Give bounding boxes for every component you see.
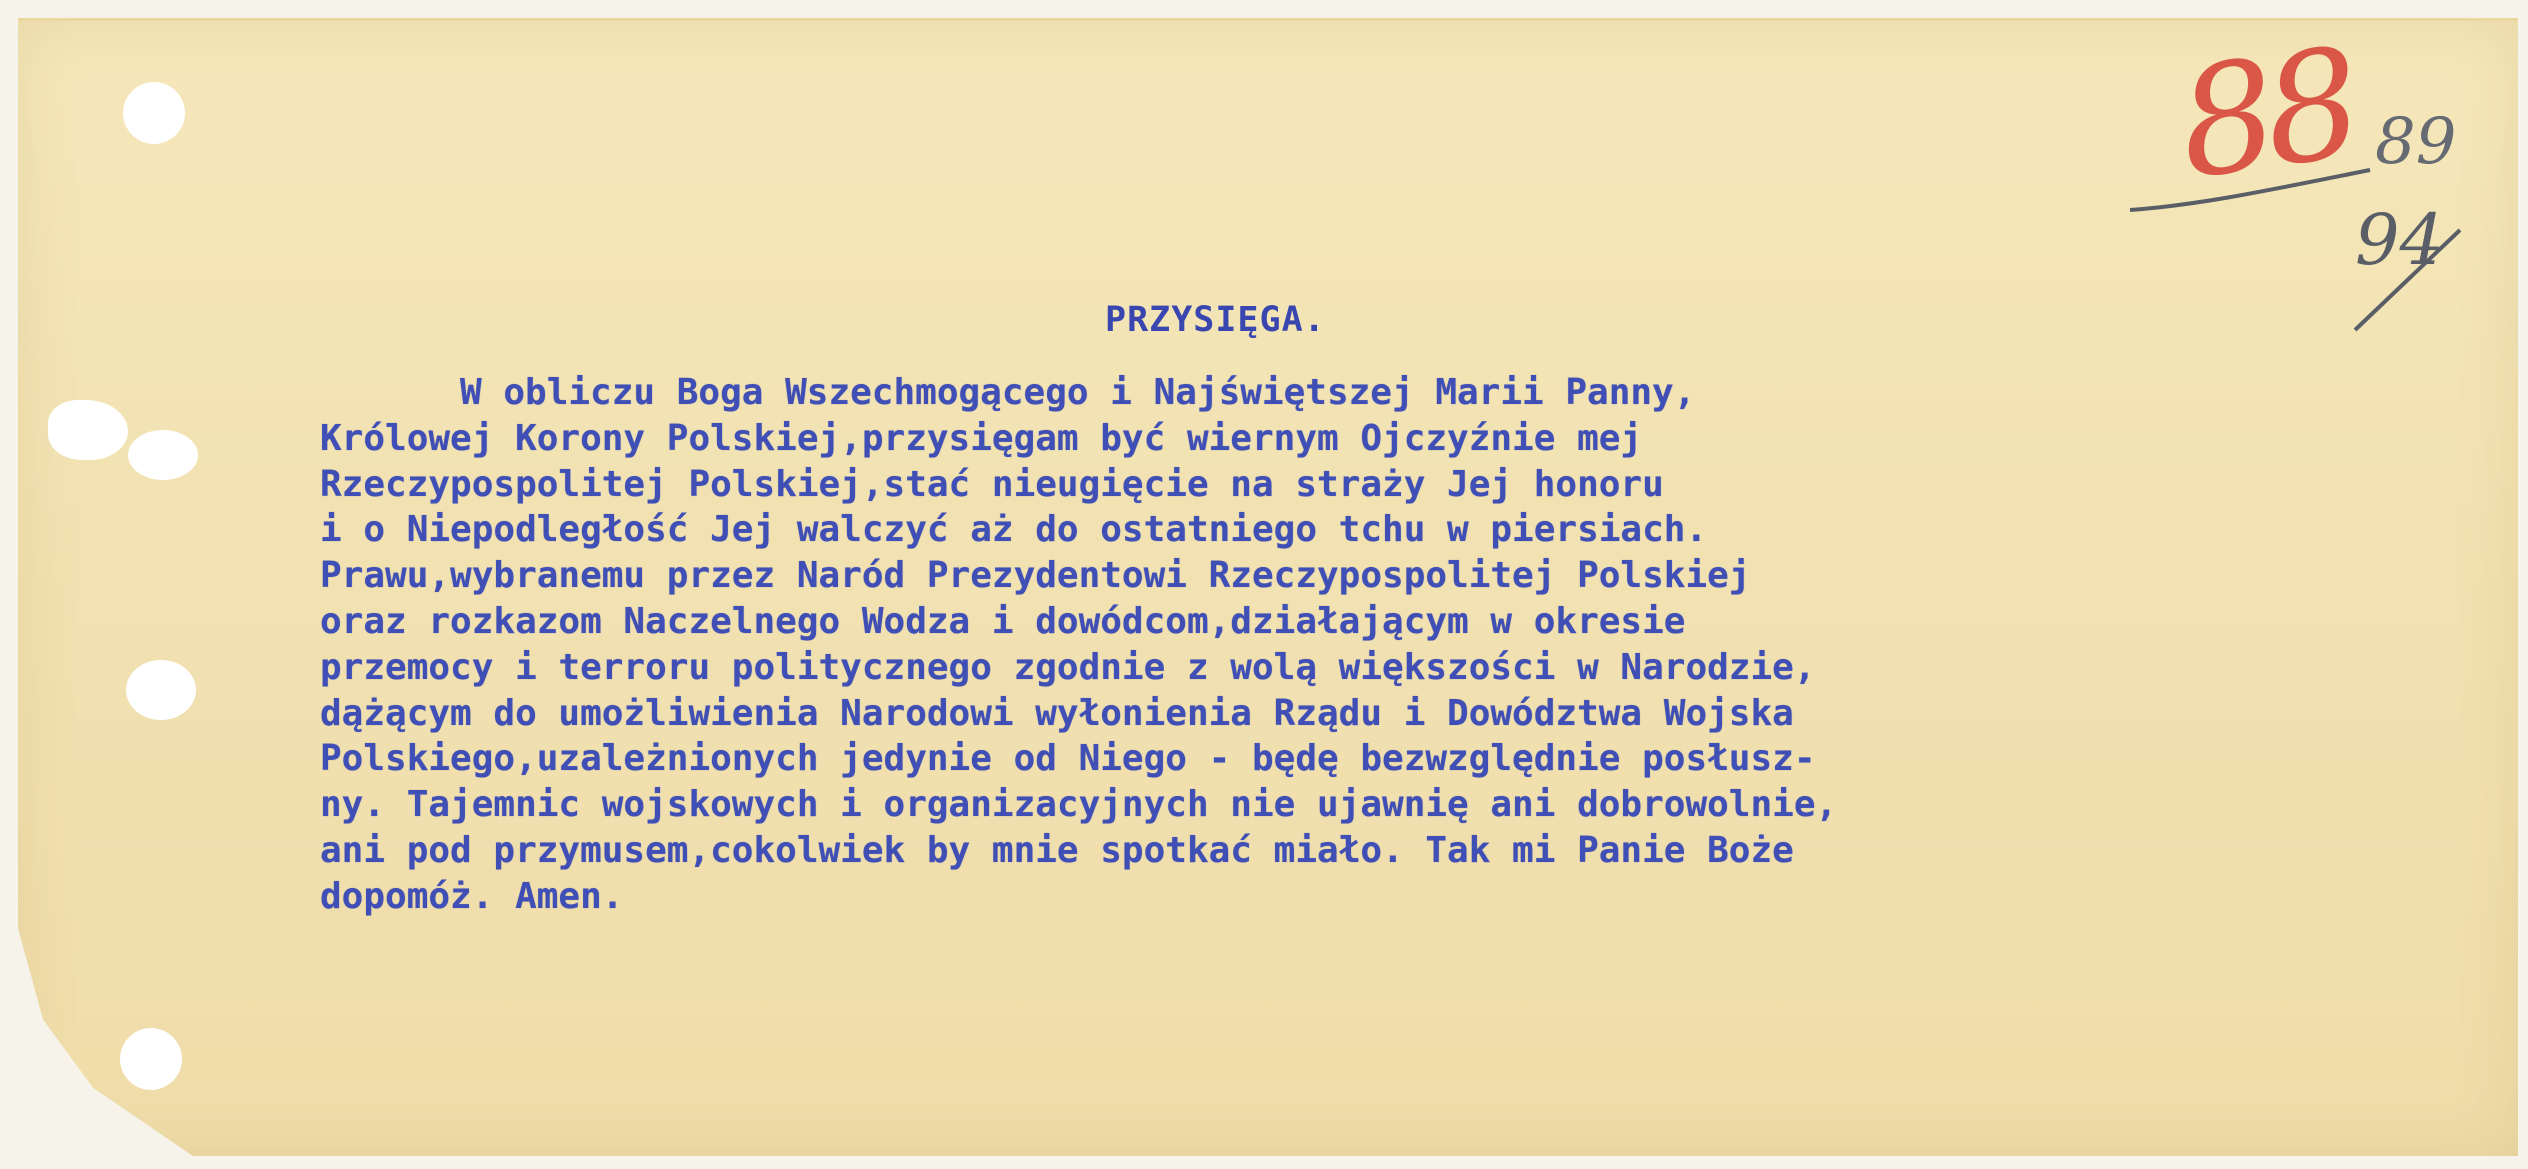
red-page-number: 88 — [2168, 16, 2363, 214]
oath-line: Prawu,wybranemu przez Naród Prezydentowi Rzeczypospolitej Polskiej — [320, 555, 1751, 597]
oath-line: ani pod przymusem,cokolwiek by mnie spotkać miało. Tak mi Panie Boże — [320, 829, 1794, 871]
oath-line: Rzeczypospolitej Polskiej,stać nieugięcie na straży Jej honoru — [320, 463, 1664, 505]
punch-hole-torn — [48, 400, 128, 460]
punch-hole-4 — [120, 1028, 182, 1090]
oath-line: i o Niepodległość Jej walczyć aż do ostatniego tchu w piersiach. — [320, 509, 1708, 551]
punch-hole-2 — [128, 430, 198, 480]
oath-line: Polskiego,uzależnionych jedynie od Niego - będę bezwzględnie posłusz- — [320, 738, 1816, 780]
oath-text — [320, 370, 1837, 920]
oath-line: Królowej Korony Polskiej,przysięgam być wiernym Ojczyźnie mej — [320, 417, 1643, 459]
document-title: PRZYSIĘGA. — [1105, 300, 1326, 340]
oath-line: dążącym do umożliwienia Narodowi wyłonienia Rządu i Dowództwa Wojska — [320, 692, 1794, 734]
oath-line: przemocy i terroru politycznego zgodnie z wolą większości w Narodzie, — [320, 646, 1816, 688]
punch-hole-3 — [126, 660, 196, 720]
pencil-number-bottom: 94 — [2355, 199, 2445, 281]
punch-hole-1 — [123, 82, 185, 144]
oath-line: dopomóż. Amen. — [320, 875, 624, 917]
oath-line: ny. Tajemnic wojskowych i organizacyjnych nie ujawnię ani dobrowolnie, — [320, 784, 1838, 826]
oath-line: W obliczu Boga Wszechmogącego i Najświętszej Marii Panny, — [460, 372, 1696, 413]
oath-line: oraz rozkazom Naczelnego Wodza i dowódcom,działającym w okresie — [320, 600, 1686, 642]
pencil-number-top: 89 — [2375, 105, 2457, 179]
